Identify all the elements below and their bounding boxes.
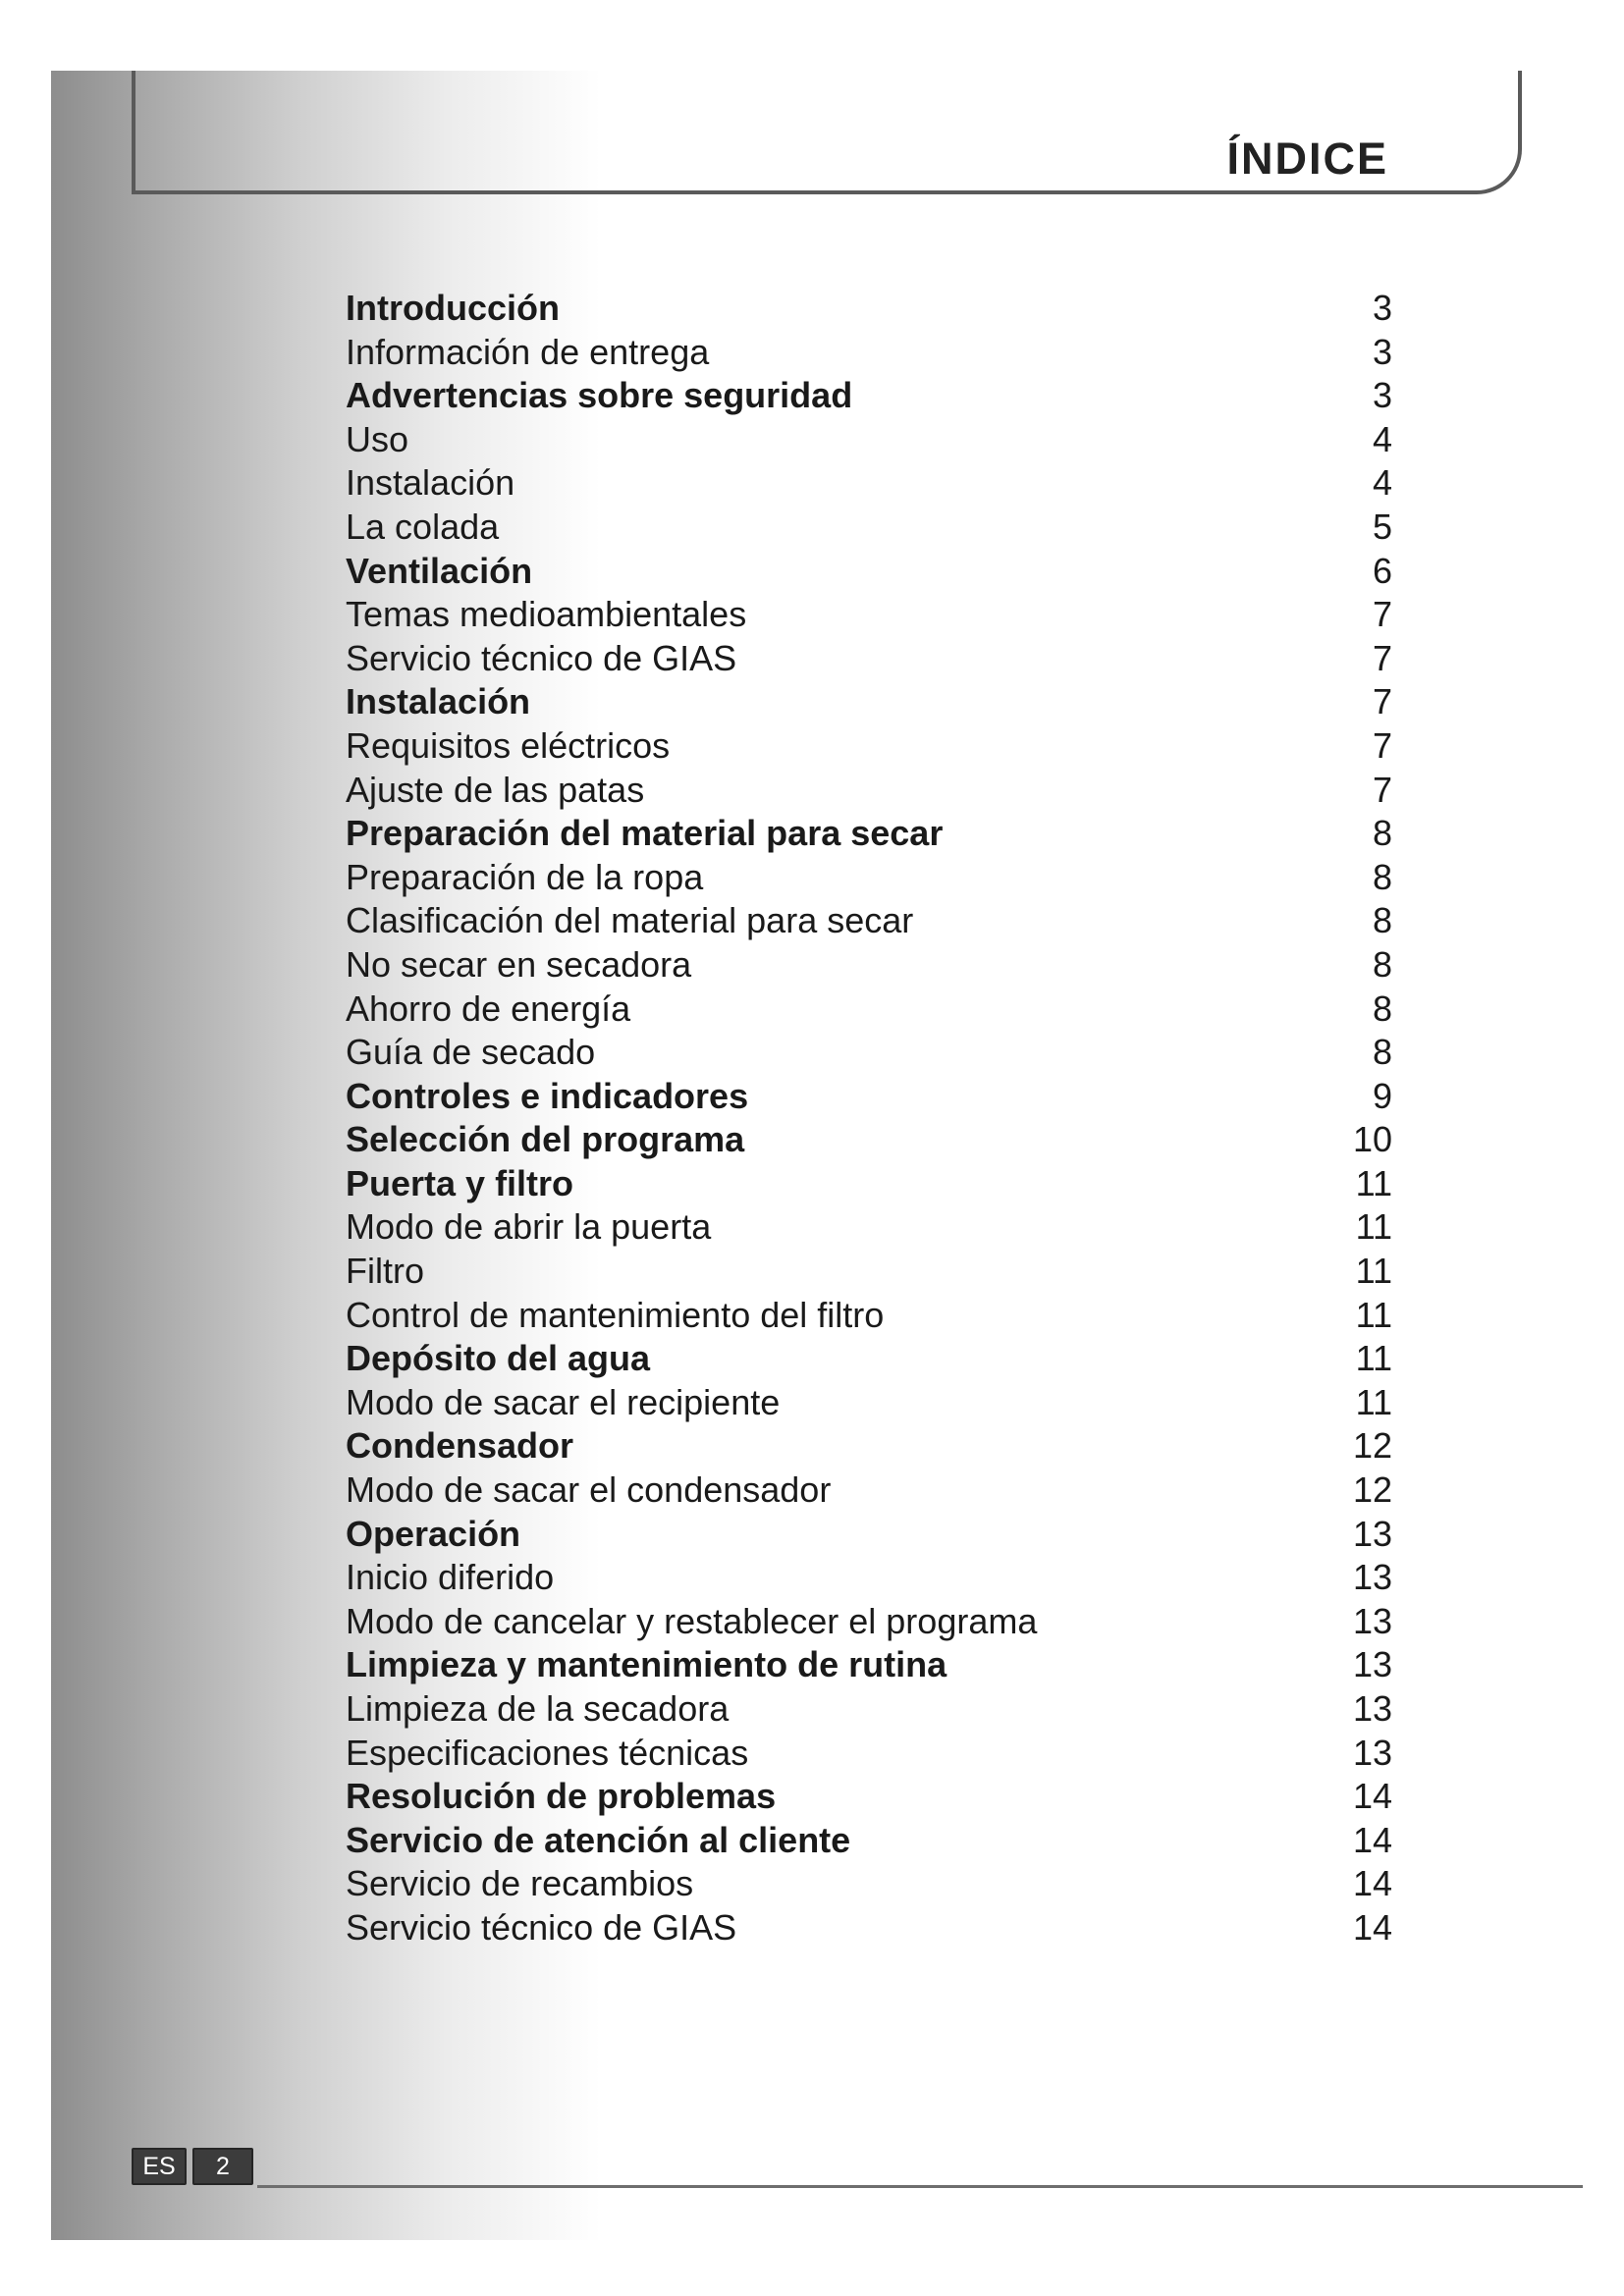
toc-entry-page: 11: [1355, 1338, 1392, 1379]
toc-entry: [346, 637, 1392, 681]
toc-entry-label: Ventilación: [346, 550, 533, 591]
toc-entry-label: Uso: [346, 418, 409, 459]
toc-entry-label: Ajuste de las patas: [346, 769, 645, 810]
toc-entry-page: 3: [1372, 331, 1392, 372]
toc-entry-page: 14: [1352, 1906, 1392, 1948]
toc-entry: [346, 374, 1392, 418]
toc-entry-label: Condensador: [346, 1425, 574, 1467]
toc-entry: [346, 1732, 1392, 1776]
toc-entry-label: Requisitos eléctricos: [346, 724, 671, 766]
toc-entry-page: 11: [1355, 1206, 1392, 1248]
toc-entry-page: 3: [1372, 375, 1392, 416]
toc-entry-page: 7: [1372, 594, 1392, 635]
toc-entry: [346, 943, 1392, 988]
toc-entry: [346, 593, 1392, 637]
toc-entry-page: 8: [1372, 900, 1392, 941]
toc-entry-page: 6: [1372, 550, 1392, 591]
toc-entry-page: 13: [1352, 1688, 1392, 1729]
toc-entry: [346, 1468, 1392, 1513]
toc-entry: [346, 856, 1392, 900]
toc-entry-page: 14: [1352, 1776, 1392, 1817]
toc-entry: [346, 1162, 1392, 1206]
toc-entry-label: Introducción: [346, 288, 560, 328]
toc-entry: [346, 1819, 1392, 1863]
toc-entry-page: 8: [1372, 813, 1392, 854]
toc-entry: [346, 287, 1392, 331]
toc-entry-label: Instalación: [346, 681, 531, 722]
toc-entry-label: Resolución de problemas: [346, 1776, 777, 1817]
toc-entry: [346, 1862, 1392, 1906]
toc-entry-page: 3: [1372, 288, 1392, 328]
toc-entry: [346, 331, 1392, 375]
toc-entry-page: 13: [1352, 1600, 1392, 1641]
table-of-contents: [346, 287, 1392, 1950]
toc-entry-label: Modo de sacar el recipiente: [346, 1381, 781, 1422]
toc-entry: [346, 418, 1392, 462]
toc-entry-label: Selección del programa: [346, 1119, 745, 1160]
toc-entry: [346, 1075, 1392, 1119]
toc-entry: [346, 1643, 1392, 1687]
toc-entry-page: 14: [1352, 1863, 1392, 1904]
toc-entry: [346, 1294, 1392, 1338]
toc-entry: [346, 899, 1392, 943]
toc-entry-label: Advertencias sobre seguridad: [346, 375, 853, 416]
toc-entry: [346, 1600, 1392, 1644]
toc-entry-page: 7: [1372, 637, 1392, 678]
toc-entry-page: 7: [1372, 769, 1392, 810]
toc-entry: [346, 1031, 1392, 1075]
toc-entry: [346, 550, 1392, 594]
toc-entry-page: 12: [1352, 1469, 1392, 1511]
toc-entry-page: 14: [1352, 1819, 1392, 1860]
toc-entry: [346, 461, 1392, 506]
toc-entry: [346, 1687, 1392, 1732]
toc-entry-page: 13: [1352, 1732, 1392, 1773]
toc-entry: [346, 1205, 1392, 1250]
toc-entry: [346, 1118, 1392, 1162]
toc-entry-label: Instalación: [346, 462, 515, 504]
toc-entry: [346, 812, 1392, 856]
toc-entry-label: Temas medioambientales: [346, 594, 747, 635]
toc-entry-page: 8: [1372, 856, 1392, 897]
toc-entry-page: 11: [1355, 1162, 1392, 1203]
toc-entry-label: La colada: [346, 506, 500, 547]
toc-entry-label: Limpieza de la secadora: [346, 1688, 730, 1729]
toc-entry: [346, 1250, 1392, 1294]
toc-entry-page: 7: [1372, 681, 1392, 722]
page-title: ÍNDICE: [1226, 133, 1388, 184]
page-number-badge: 2: [192, 2148, 253, 2185]
toc-entry-label: Servicio técnico de GIAS: [346, 637, 737, 678]
toc-entry-label: Filtro: [346, 1251, 424, 1292]
toc-entry: [346, 1906, 1392, 1950]
toc-entry-page: 9: [1372, 1075, 1392, 1116]
toc-entry-label: Especificaciones técnicas: [346, 1732, 749, 1773]
toc-entry: [346, 1337, 1392, 1381]
toc-entry-page: 13: [1352, 1513, 1392, 1554]
toc-entry-label: Operación: [346, 1513, 521, 1554]
toc-entry: [346, 724, 1392, 769]
toc-entry: [346, 988, 1392, 1032]
toc-entry: [346, 769, 1392, 813]
toc-entry-label: Preparación del material para secar: [346, 813, 944, 854]
toc-entry: [346, 1556, 1392, 1600]
toc-entry-page: 4: [1372, 462, 1392, 504]
toc-entry-page: 13: [1352, 1557, 1392, 1598]
toc-entry-page: 8: [1372, 1032, 1392, 1073]
toc-entry-page: 12: [1352, 1425, 1392, 1467]
toc-entry: [346, 506, 1392, 550]
toc-entry-label: Guía de secado: [346, 1032, 596, 1073]
toc-entry-label: Modo de abrir la puerta: [346, 1206, 712, 1248]
toc-entry-label: No secar en secadora: [346, 943, 692, 985]
toc-entry: [346, 1424, 1392, 1468]
toc-entry-label: Servicio técnico de GIAS: [346, 1906, 737, 1948]
toc-entry: [346, 1775, 1392, 1819]
toc-entry-label: Clasificación del material para secar: [346, 900, 914, 941]
toc-entry-page: 11: [1355, 1381, 1392, 1422]
toc-entry-page: 11: [1355, 1251, 1392, 1292]
toc-entry-page: 11: [1355, 1294, 1392, 1335]
toc-entry-label: Control de mantenimiento del filtro: [346, 1294, 885, 1335]
toc-entry-page: 4: [1372, 418, 1392, 459]
toc-entry-page: 10: [1352, 1119, 1392, 1160]
toc-entry: [346, 1513, 1392, 1557]
footer-rule: [257, 2185, 1583, 2188]
toc-entry-label: Depósito del agua: [346, 1338, 651, 1379]
toc-entry-page: 13: [1352, 1644, 1392, 1685]
toc-entry-label: Preparación de la ropa: [346, 856, 704, 897]
toc-entry-page: 8: [1372, 943, 1392, 985]
toc-entry-label: Ahorro de energía: [346, 988, 631, 1029]
language-badge: ES: [132, 2148, 187, 2185]
toc-entry: [346, 1381, 1392, 1425]
toc-entry: [346, 680, 1392, 724]
toc-entry-label: Limpieza y mantenimiento de rutina: [346, 1644, 947, 1685]
toc-entry-label: Información de entrega: [346, 331, 710, 372]
toc-entry-label: Modo de sacar el condensador: [346, 1469, 832, 1511]
toc-entry-page: 7: [1372, 724, 1392, 766]
toc-entry-label: Inicio diferido: [346, 1557, 555, 1598]
toc-entry-label: Servicio de atención al cliente: [346, 1819, 851, 1860]
toc-entry-label: Servicio de recambios: [346, 1863, 694, 1904]
toc-entry-page: 5: [1372, 506, 1392, 547]
toc-entry-label: Puerta y filtro: [346, 1162, 574, 1203]
toc-entry-label: Modo de cancelar y restablecer el programa: [346, 1600, 1038, 1641]
toc-entry-label: Controles e indicadores: [346, 1075, 749, 1116]
toc-entry-page: 8: [1372, 988, 1392, 1029]
